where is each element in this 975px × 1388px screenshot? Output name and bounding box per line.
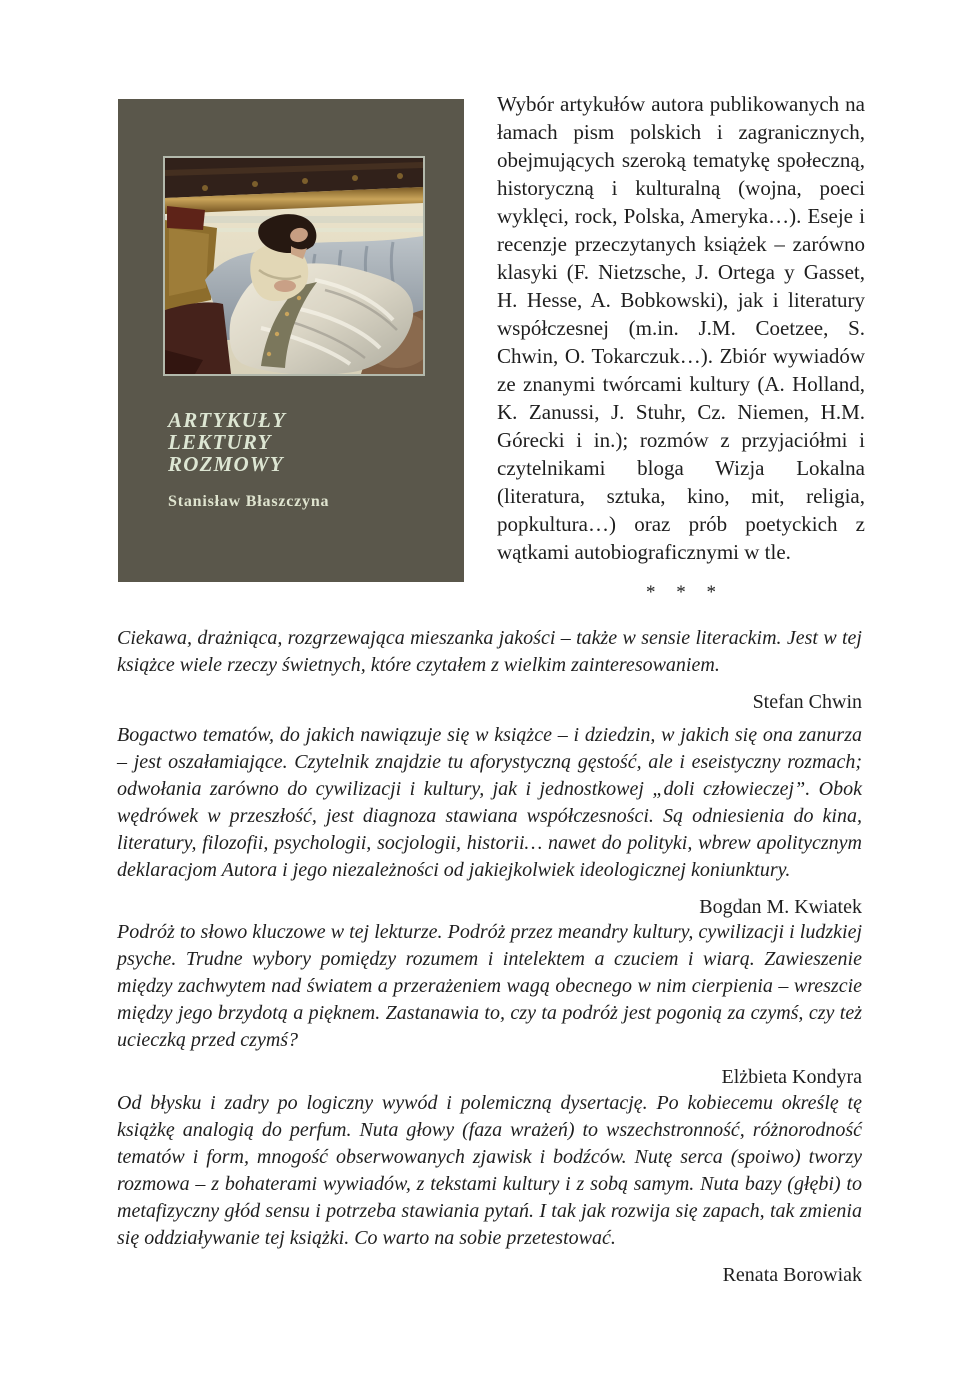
section-separator: * * * — [646, 582, 724, 603]
blurb-renata-borowiak — [117, 1090, 862, 1287]
blurb-bogdan-kwiatek — [117, 722, 862, 919]
blurb-attribution: Stefan Chwin — [752, 691, 862, 713]
book-description: Wybór artykułów autora publikowanych na łamach pism polskich i zagranicznych, obejmujących szeroką tematykę społeczną, historyczną i kulturalną (wojna, poeci wyklęci, rock, Polska, Ameryka…). Eseje i recenzje przeczytanych książek – zarówno klasyki (F. Nietzsche, J. Ortega y Gasset, H. Hesse, A. Bobkowski), jak i literatury współczesnej (m.in. J.M. Coetzee, S. Chwin, O. Tokarczuk…). Zbiór wywiadów ze znanymi twórcami kultury (A. Holland, K. Zanussi, J. Stuhr, Cz. Niemen, H.M. Górecki i in.); rozmów z przyjaciółmi i czytelnikami bloga Wizja Lokalna (literatura, sztuka, kino, mit, religia, popkultura…) oraz prób poetyckich z wątkami autobiograficznymi w tle. — [497, 92, 865, 564]
reclining-woman-painting-illustration — [165, 158, 423, 374]
book-title-line: LEKTURY — [168, 430, 272, 454]
blurb-elzbieta-kondyra — [117, 919, 862, 1089]
book-author: Stanisław Błaszczyna — [168, 493, 330, 510]
blurb-attribution: Elżbieta Kondyra — [721, 1066, 862, 1088]
book-title-line: ROZMOWY — [168, 452, 284, 476]
intro-column — [497, 90, 865, 604]
cover-painting — [163, 156, 425, 376]
book-title — [168, 409, 286, 475]
blurb-text: Podróż to słowo kluczowe w tej lekturze. Podróż przez meandry kultury, cywilizacji i ludzkiej psyche. Trudne wybory pomiędzy rozumem i intelektem a czuciem i wiarą. Zawieszenie między zachwytem nad światem a przerażeniem wagą obecnego w nim cierpienia – wreszcie między jego brzydotą a pięknem. Zastanawia to, czy ta podróż jest pogonią za czymś, czy też ucieczką przed czymś? — [117, 921, 862, 1051]
blurb-attribution: Renata Borowiak — [722, 1264, 862, 1286]
blurb-text: Bogactwo tematów, do jakich nawiązuje się w książce – i dziedzin, w jakich się ona zanurza – jest oszałamiające. Czytelnik znajdzie tu aforystyczną gęstość, ale i eseistyczny rozmach; odwołania zarówno do cywilizacji i kultury, jak i jednostkowej „doli człowieczej”. Obok wędrówek w przeszłość, jest diagnoza stawiana współczesności. Są odniesienia do kina, literatury, filozofii, psychologii, socjologii, historii… nawet do polityki, wbrew apolitycznym deklaracjom Autora i jego niezależności od jakiejkolwiek ideologicznej koniunktury. — [117, 724, 862, 881]
book-title-line: ARTYKUŁY — [168, 408, 287, 432]
blurb-text: Ciekawa, drażniąca, rozgrzewająca mieszanka jakości – także w sensie literackim. Jest w tej książce wiele rzeczy świetnych, które czytałem z wielkim zainteresowaniem. — [117, 627, 862, 676]
blurb-attribution: Bogdan M. Kwiatek — [699, 896, 862, 918]
blurb-text: Od błysku i zadry po logiczny wywód i polemiczną dysertację. Po kobiecemu określę tę książkę analogią do perfum. Nuta głowy (faza wrażeń) to wszechstronność, różnorodność tematów i form, mnogość obserwowanych zjawisk i bodźców. Nutę serca (spoiwo) tworzy rozmowa – z bohaterami wywiadów, z tekstami kultury i z sobą samym. Nuta bazy (głębi) to metafizyczny głód sensu i potrzeba stawiania pytań. I tak jak rozwija się zapach, tak zmienia się oddziaływanie tej książki. Co warto na sobie przetestować. — [117, 1092, 862, 1249]
blurb-stefan-chwin — [117, 625, 862, 714]
book-cover — [118, 99, 464, 582]
